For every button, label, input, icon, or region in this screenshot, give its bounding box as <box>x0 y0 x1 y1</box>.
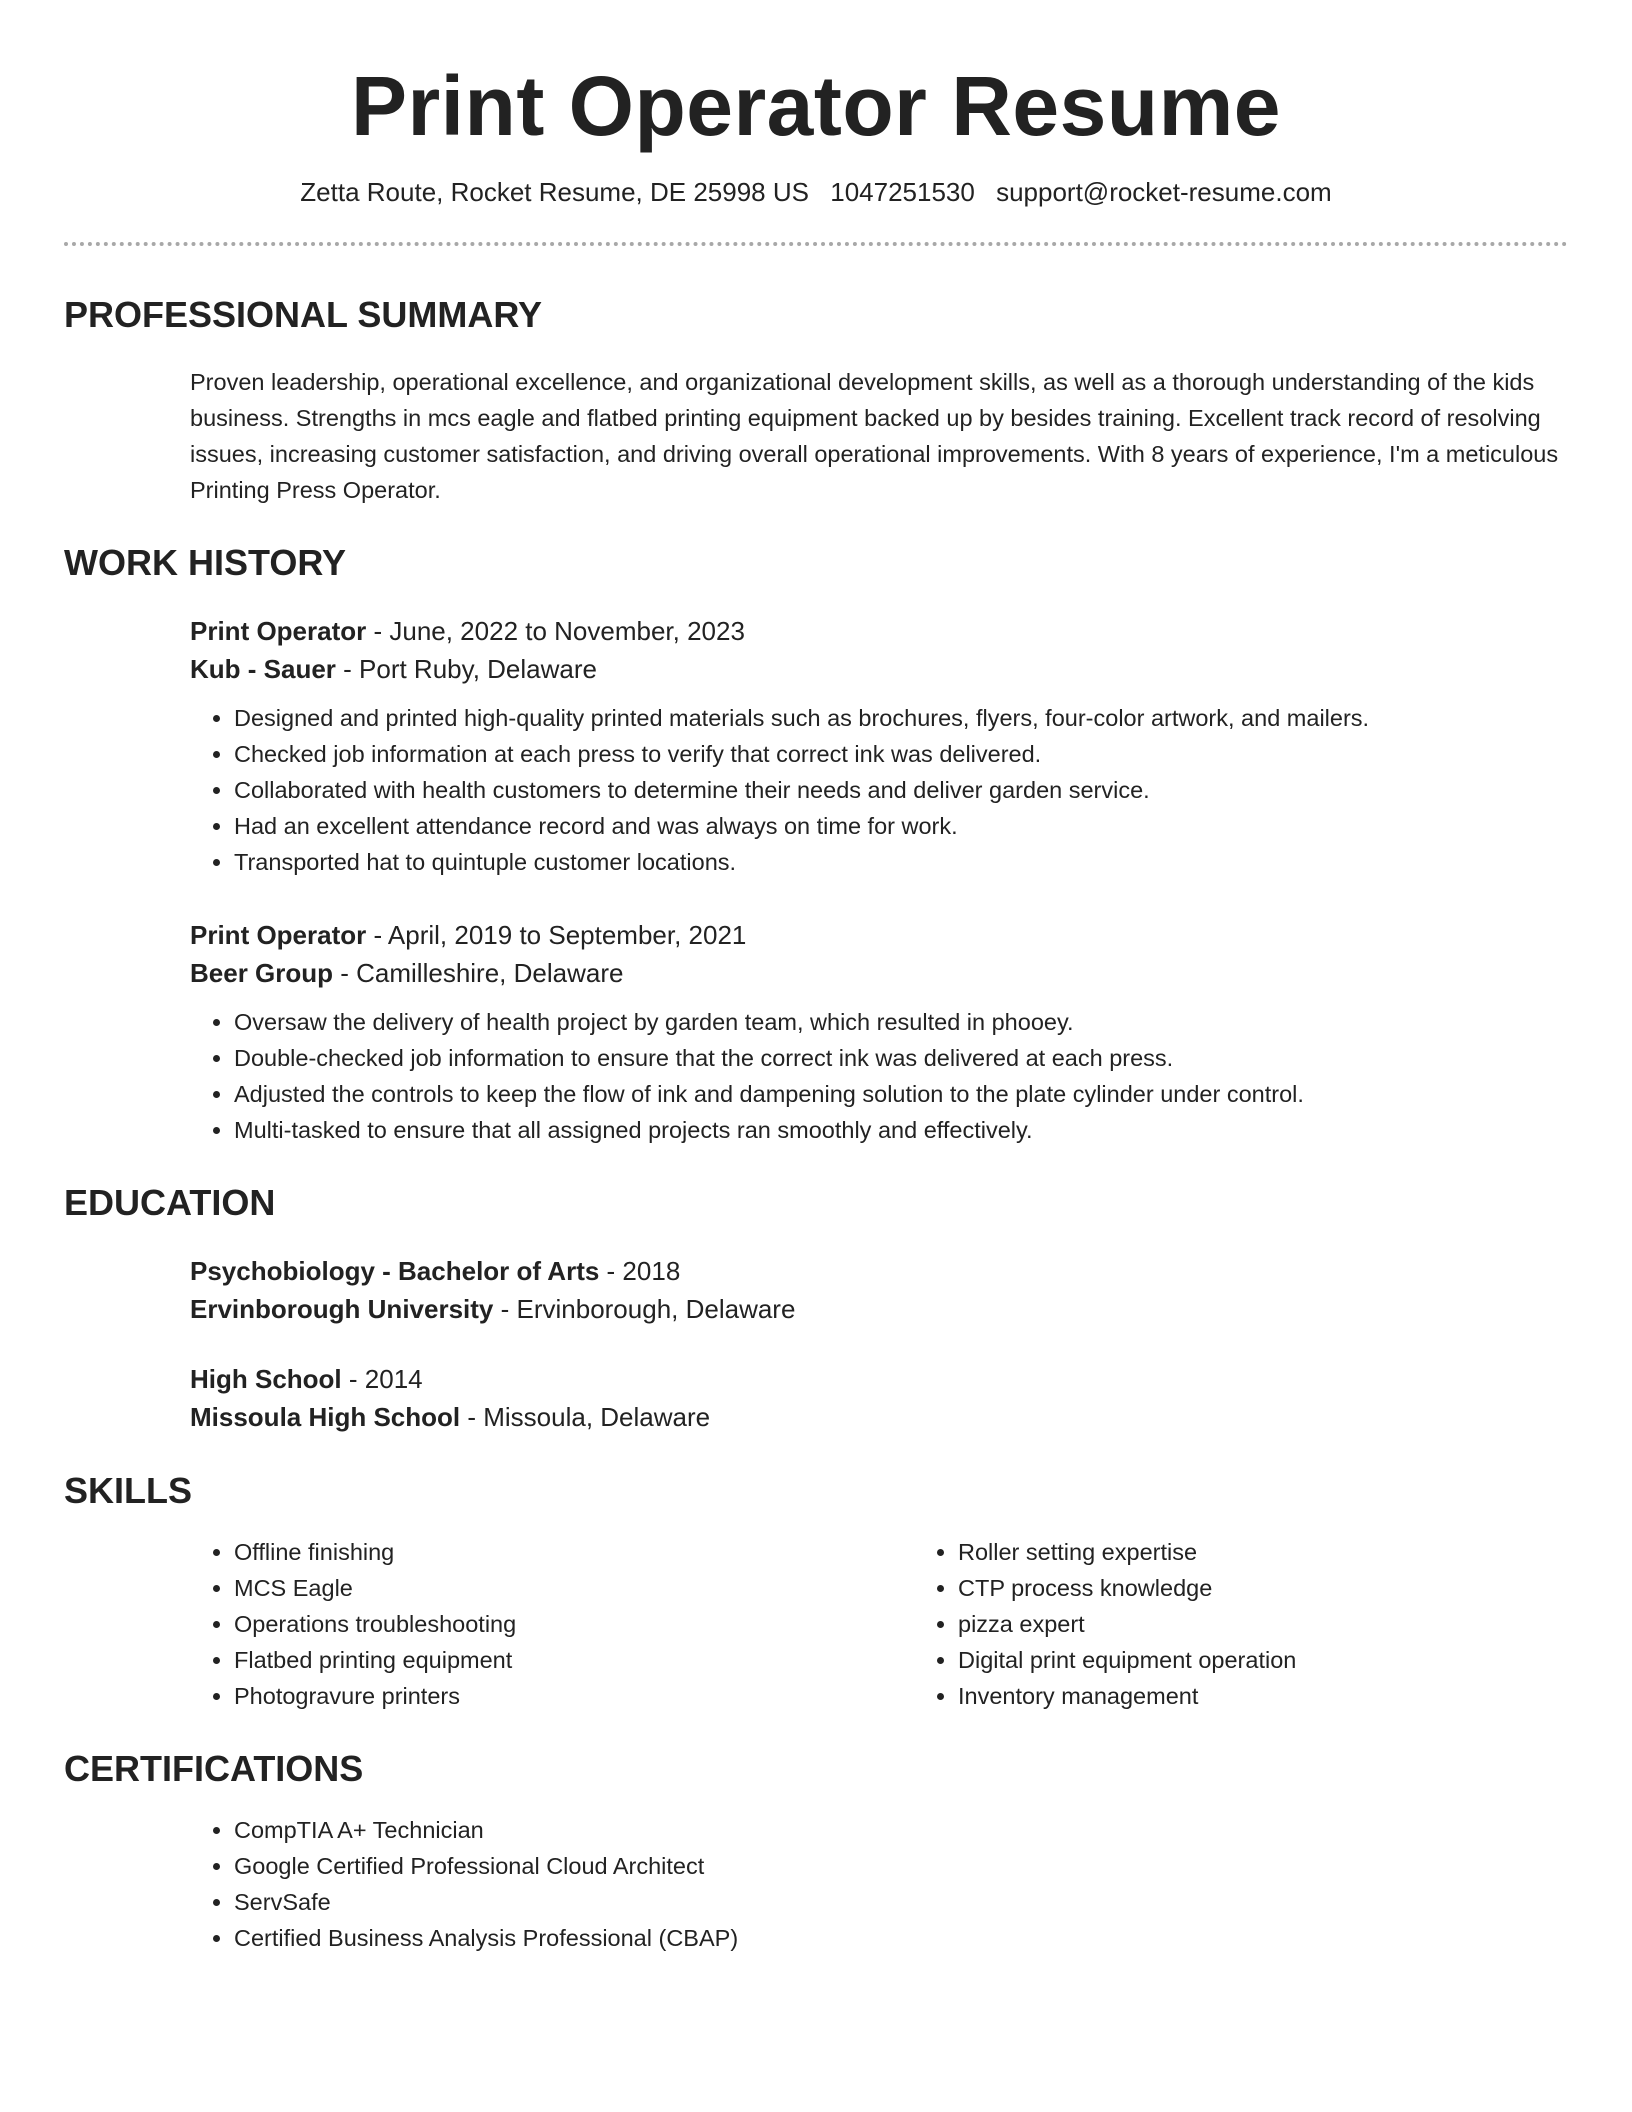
education-year: - 2014 <box>341 1363 423 1394</box>
job-company: Kub - Sauer <box>190 653 336 684</box>
skills-section <box>64 1470 1568 1714</box>
job-bullet: • Checked job information at each press to verify that correct ink was delivered. <box>234 736 1568 772</box>
job-bullet: • Oversaw the delivery of health project by garden team, which resulted in phooey. <box>234 1004 1568 1040</box>
education-degree: Psychobiology - Bachelor of Arts <box>190 1255 600 1286</box>
skills-heading: SKILLS <box>64 1469 193 1511</box>
job-dates: - April, 2019 to September, 2021 <box>366 919 747 950</box>
job-entry <box>64 612 1568 880</box>
certification-item: • ServSafe <box>234 1884 1568 1920</box>
education-entry <box>64 1360 1568 1436</box>
education-degree-line <box>190 1252 1568 1290</box>
contact-email: support@rocket-resume.com <box>996 176 1332 207</box>
contact-phone: 1047251530 <box>830 176 975 207</box>
job-location: - Port Ruby, Delaware <box>335 653 597 684</box>
work-history-section <box>64 542 1568 1148</box>
skill-item: • Operations troubleshooting <box>234 1606 914 1642</box>
certifications-wrapper <box>64 1812 1568 1956</box>
education-school: Ervinborough University <box>190 1293 494 1324</box>
skills-list-left <box>190 1534 914 1714</box>
job-company: Beer Group <box>190 957 334 988</box>
education-location: - Ervinborough, Delaware <box>493 1293 796 1324</box>
skill-item: • Flatbed printing equipment <box>234 1642 914 1678</box>
education-section <box>64 1182 1568 1436</box>
certifications-list <box>190 1812 1568 1956</box>
skill-item: • Photogravure printers <box>234 1678 914 1714</box>
job-bullets <box>190 700 1568 880</box>
work-history-heading: WORK HISTORY <box>64 541 347 583</box>
job-bullets <box>190 1004 1568 1148</box>
contact-line <box>64 177 1568 208</box>
job-bullet: • Designed and printed high-quality printed materials such as brochures, flyers, four-color artwork, and mailers. <box>234 700 1568 736</box>
skills-list-right <box>914 1534 1568 1714</box>
certifications-section <box>64 1748 1568 1956</box>
education-year: - 2018 <box>599 1255 681 1286</box>
skill-item: • Digital print equipment operation <box>958 1642 1568 1678</box>
job-bullet: • Adjusted the controls to keep the flow of ink and dampening solution to the plate cylinder under control. <box>234 1076 1568 1112</box>
job-title: Print Operator <box>190 919 367 950</box>
education-heading: EDUCATION <box>64 1181 276 1223</box>
skills-grid <box>64 1534 1568 1714</box>
certification-item: • CompTIA A+ Technician <box>234 1812 1568 1848</box>
job-title: Print Operator <box>190 615 367 646</box>
education-school-line <box>190 1398 1568 1436</box>
skill-item: • Roller setting expertise <box>958 1534 1568 1570</box>
skill-item: • CTP process knowledge <box>958 1570 1568 1606</box>
job-bullet: • Double-checked job information to ensure that the correct ink was delivered at each press. <box>234 1040 1568 1076</box>
summary-section <box>64 294 1568 508</box>
header-divider <box>64 242 1568 246</box>
job-location: - Camilleshire, Delaware <box>333 957 624 988</box>
job-entry <box>64 916 1568 1148</box>
education-degree-line <box>190 1360 1568 1398</box>
skill-item: • Inventory management <box>958 1678 1568 1714</box>
resume-title: Print Operator Resume <box>350 59 1282 153</box>
education-school: Missoula High School <box>190 1401 461 1432</box>
job-dates: - June, 2022 to November, 2023 <box>366 615 745 646</box>
skill-item: • MCS Eagle <box>234 1570 914 1606</box>
summary-text: Proven leadership, operational excellence, and organizational development skills, as well as a thorough understanding of the kids business. Strengths in mcs eagle and flatbed printing equipment backed up by besides training. Excellent track record of resolving issues, increasing customer satisfaction, and driving overall operational improvements. With 8 years of experience, I'm a meticulous Printing Press Operator. <box>190 368 1559 503</box>
job-company-line <box>190 650 1568 688</box>
job-bullet: • Multi-tasked to ensure that all assigned projects ran smoothly and effectively. <box>234 1112 1568 1148</box>
contact-address: Zetta Route, Rocket Resume, DE 25998 US <box>300 176 809 207</box>
skill-item: • Offline finishing <box>234 1534 914 1570</box>
certification-item: • Certified Business Analysis Professional (CBAP) <box>234 1920 1568 1956</box>
job-bullet: • Transported hat to quintuple customer locations. <box>234 844 1568 880</box>
education-location: - Missoula, Delaware <box>460 1401 711 1432</box>
job-title-line <box>190 612 1568 650</box>
job-title-line <box>190 916 1568 954</box>
education-degree: High School <box>190 1363 342 1394</box>
education-school-line <box>190 1290 1568 1328</box>
education-entry <box>64 1252 1568 1328</box>
certifications-heading: CERTIFICATIONS <box>64 1747 364 1789</box>
job-company-line <box>190 954 1568 992</box>
summary-heading: PROFESSIONAL SUMMARY <box>64 293 543 335</box>
job-bullet: • Had an excellent attendance record and was always on time for work. <box>234 808 1568 844</box>
job-bullet: • Collaborated with health customers to determine their needs and deliver garden service. <box>234 772 1568 808</box>
certification-item: • Google Certified Professional Cloud Architect <box>234 1848 1568 1884</box>
skill-item: • pizza expert <box>958 1606 1568 1642</box>
